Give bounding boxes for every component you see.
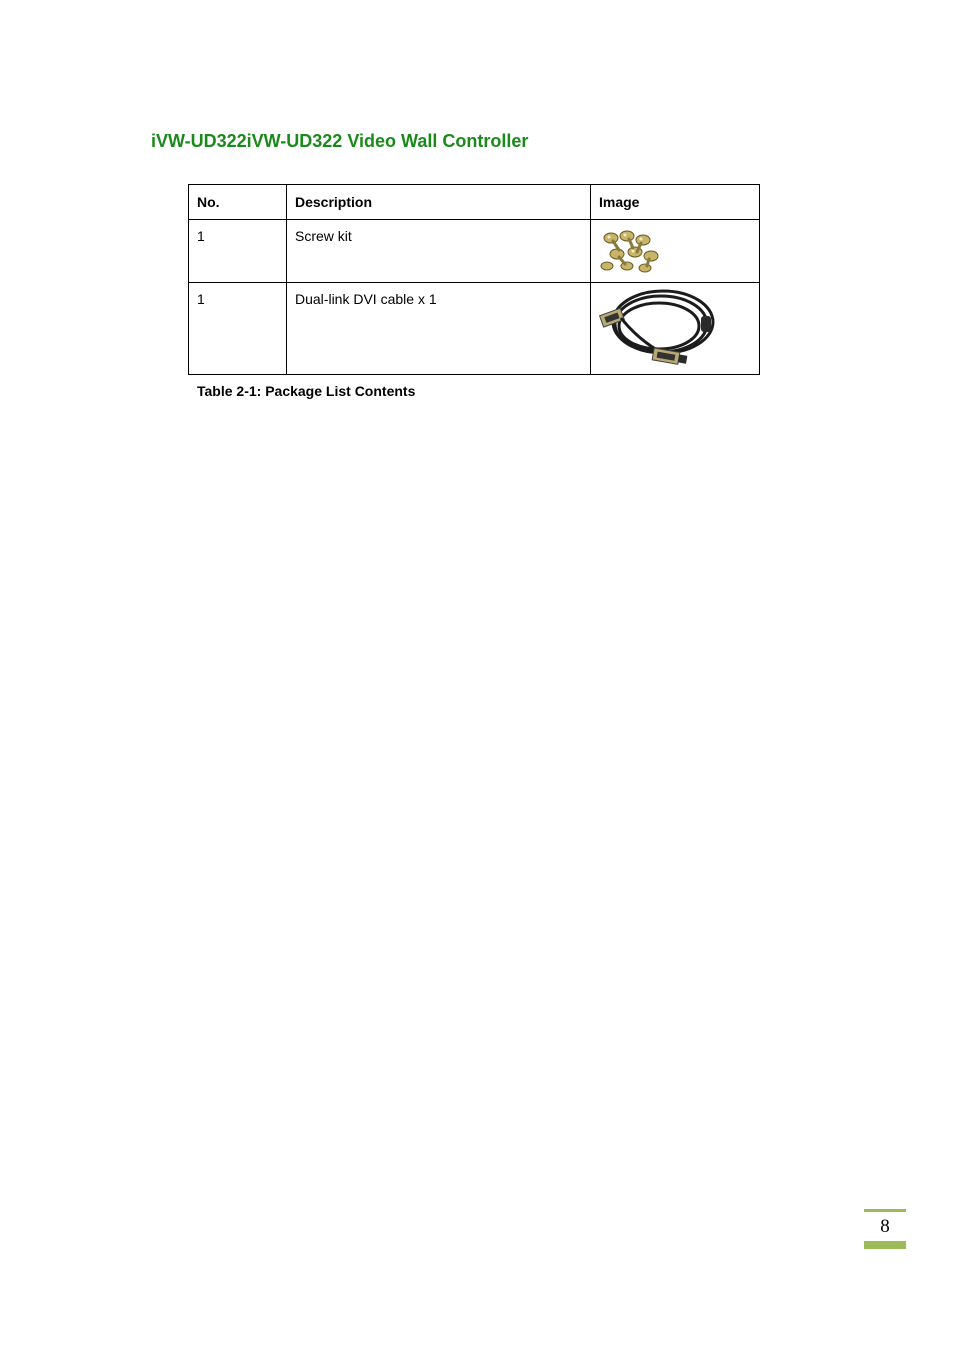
cell-description: Dual-link DVI cable x 1 <box>287 283 591 375</box>
table-row <box>189 220 760 283</box>
page-number-bottom-bar <box>864 1241 906 1249</box>
page-number: 8 <box>880 1216 890 1237</box>
cell-no: 1 <box>189 283 287 375</box>
column-header-no: No. <box>189 185 287 220</box>
section-title: iVW-UD322iVW-UD322 Video Wall Controller <box>151 131 529 151</box>
table-header-row <box>189 185 760 220</box>
page-number-top-rule <box>864 1209 906 1212</box>
cell-image <box>591 283 760 375</box>
screw-kit-image <box>597 226 667 276</box>
column-header-description: Description <box>287 185 591 220</box>
package-list-table <box>188 184 760 375</box>
table-row <box>189 283 760 375</box>
dvi-cable-image <box>597 288 717 370</box>
cell-description: Screw kit <box>287 220 591 283</box>
column-header-image: Image <box>591 185 760 220</box>
table-caption: Table 2-1: Package List Contents <box>197 383 416 399</box>
cell-image <box>591 220 760 283</box>
page-number-box <box>864 1209 906 1249</box>
cell-no: 1 <box>189 220 287 283</box>
